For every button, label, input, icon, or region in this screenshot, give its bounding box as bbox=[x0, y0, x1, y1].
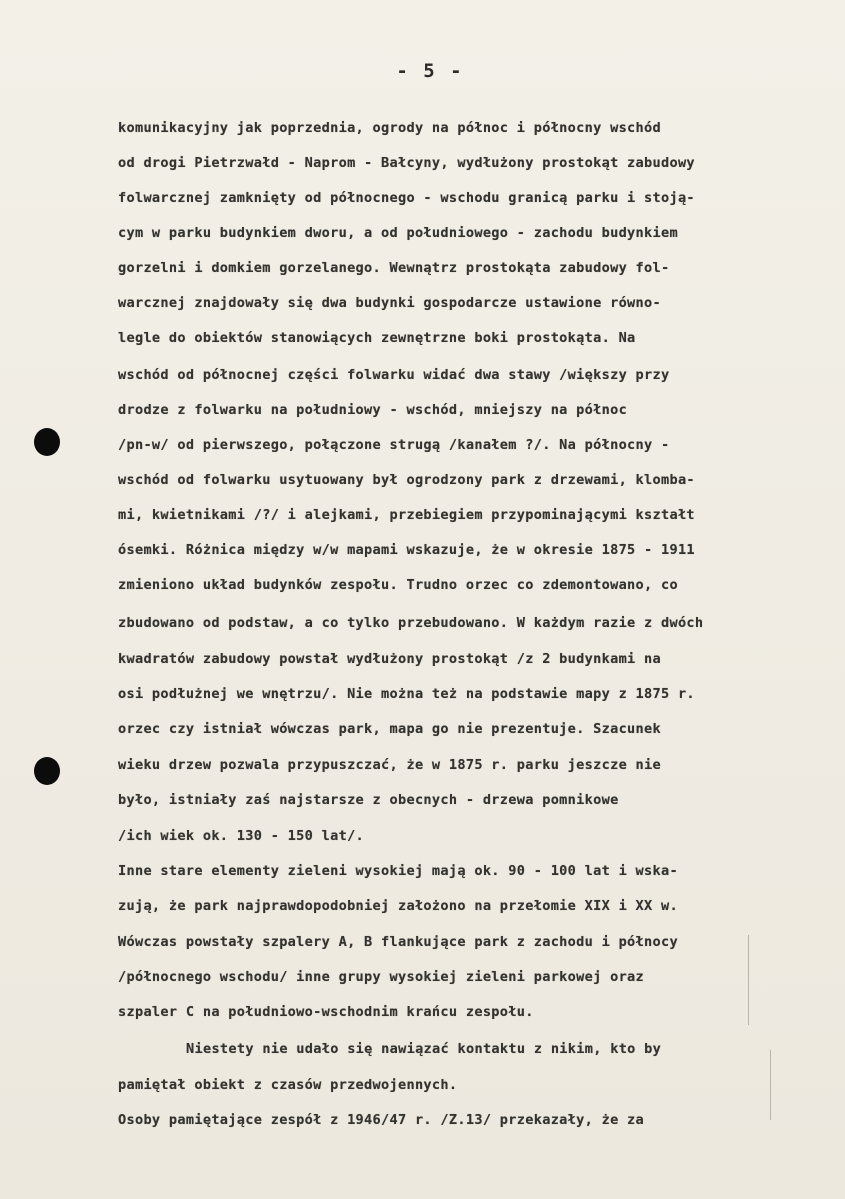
text-line: ósemki. Różnica między w/w mapami wskazuje, że w okresie 1875 - 1911 bbox=[118, 542, 695, 558]
text-line: gorzelni i domkiem gorzelanego. Wewnątrz prostokąta zabudowy fol- bbox=[118, 260, 670, 276]
text-line: wschód od folwarku usytuowany był ogrodzony park z drzewami, klomba- bbox=[118, 472, 695, 488]
text-line: było, istniały zaś najstarsze z obecnych - drzewa pomnikowe bbox=[118, 792, 619, 808]
text-line: wschód od północnej części folwarku widać dwa stawy /większy przy bbox=[118, 367, 670, 383]
text-line: drodze z folwarku na południowy - wschód, mniejszy na północ bbox=[118, 402, 628, 418]
text-line: cym w parku budynkiem dworu, a od południowego - zachodu budynkiem bbox=[118, 225, 678, 241]
text-line: /pn-w/ od pierwszego, połączone strugą /kanałem ?/. Na północny - bbox=[118, 437, 670, 453]
text-line: zbudowano od podstaw, a co tylko przebudowano. W każdym razie z dwóch bbox=[118, 615, 704, 631]
text-line: Niestety nie udało się nawiązać kontaktu z nikim, kto by bbox=[186, 1041, 662, 1057]
text-line: warcznej znajdowały się dwa budynki gospodarcze ustawione równo- bbox=[118, 295, 661, 311]
text-line: Osoby pamiętające zespół z 1946/47 r. /Z.13/ przekazały, że za bbox=[118, 1112, 645, 1128]
text-line: /północnego wschodu/ inne grupy wysokiej zieleni parkowej oraz bbox=[118, 969, 645, 985]
text-line: zmieniono układ budynków zespołu. Trudno orzec co zdemontowano, co bbox=[118, 577, 678, 593]
text-line: pamiętał obiekt z czasów przedwojennych. bbox=[118, 1077, 458, 1093]
text-line: zują, że park najprawdopodobniej założono na przełomie XIX i XX w. bbox=[118, 898, 678, 914]
text-line: kwadratów zabudowy powstał wydłużony prostokąt /z 2 budynkami na bbox=[118, 651, 661, 667]
text-line: Inne stare elementy zieleni wysokiej mają ok. 90 - 100 lat i wska- bbox=[118, 863, 678, 879]
text-line: orzec czy istniał wówczas park, mapa go nie prezentuje. Szacunek bbox=[118, 721, 661, 737]
text-line: Wówczas powstały szpalery A, B flankujące park z zachodu i północy bbox=[118, 934, 678, 950]
paper-crease bbox=[748, 935, 749, 1025]
text-line: komunikacyjny jak poprzednia, ogrody na północ i północny wschód bbox=[118, 120, 661, 136]
page-number: - 5 - bbox=[396, 60, 464, 82]
text-line: osi podłużnej we wnętrzu/. Nie można też na podstawie mapy z 1875 r. bbox=[118, 686, 695, 702]
text-line: od drogi Pietrzwałd - Naprom - Bałcyny, wydłużony prostokąt zabudowy bbox=[118, 155, 695, 171]
text-line: szpaler C na południowo-wschodnim krańcu zespołu. bbox=[118, 1004, 534, 1020]
punch-hole bbox=[34, 428, 60, 456]
text-line: /ich wiek ok. 130 - 150 lat/. bbox=[118, 828, 365, 844]
text-line: legle do obiektów stanowiących zewnętrzne boki prostokąta. Na bbox=[118, 330, 636, 346]
text-line: mi, kwietnikami /?/ i alejkami, przebiegiem przypominającymi kształt bbox=[118, 507, 695, 523]
text-line: folwarcznej zamknięty od północnego - wschodu granicą parku i stoją- bbox=[118, 190, 695, 206]
paper-crease bbox=[770, 1050, 771, 1120]
punch-hole bbox=[34, 757, 60, 785]
text-line: wieku drzew pozwala przypuszczać, że w 1875 r. parku jeszcze nie bbox=[118, 757, 661, 773]
